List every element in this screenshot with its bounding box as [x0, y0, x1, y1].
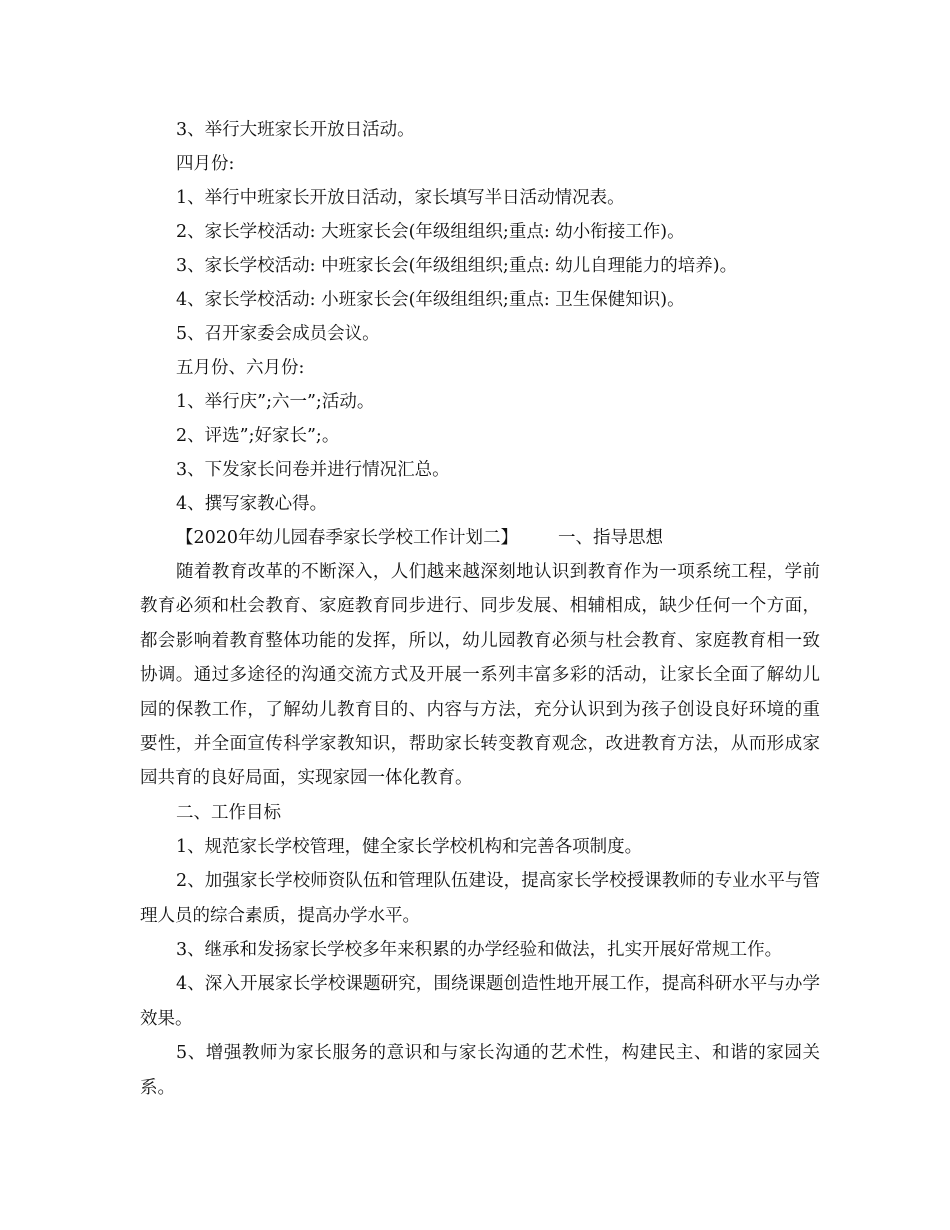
- plan-title: 【2020年幼儿园春季家长学校工作计划二】: [176, 528, 519, 548]
- list-item: 2、评选”;好家长”;。: [176, 426, 340, 446]
- list-item: 4、家长学校活动: 小班家长会(年级组组织;重点: 卫生保健知识)。: [176, 290, 685, 310]
- goal-item: 4、深入开展家长学校课题研究，围绕课题创造性地开展工作，提高科研水平与办学效果。: [140, 974, 820, 1029]
- goal-item: 3、继承和发扬家长学校多年来积累的办学经验和做法，扎实开展好常规工作。: [176, 940, 783, 961]
- month-heading-april: 四月份:: [176, 154, 235, 174]
- goal-item: 2、加强家长学校师资队伍和管理队伍建设，提高家长学校授课教师的专业水平与管理人员的综合素质，提高办学水平。: [140, 871, 820, 926]
- month-heading-may-june: 五月份、六月份:: [176, 358, 305, 378]
- list-item: 1、举行中班家长开放日活动，家长填写半日活动情况表。: [176, 188, 625, 208]
- list-item: 2、家长学校活动: 大班家长会(年级组组织;重点: 幼小衔接工作)。: [176, 222, 685, 242]
- list-item: 3、家长学校活动: 中班家长会(年级组组织;重点: 幼儿自理能力的培养)。: [176, 256, 738, 276]
- list-item: 3、举行大班家长开放日活动。: [176, 120, 415, 140]
- section-heading-work-goals: 二、工作目标: [176, 802, 281, 823]
- goal-item: 5、增强教师为家长服务的意识和与家长沟通的艺术性，构建民主、和谐的家园关系。: [140, 1043, 820, 1098]
- plan-title-line: [140, 521, 820, 555]
- section-heading-guiding-thought: 一、指导思想: [558, 528, 664, 548]
- document-body: [140, 113, 820, 1105]
- list-item: 5、召开家委会成员会议。: [176, 324, 380, 344]
- goal-item: 1、规范家长学校管理，健全家长学校机构和完善各项制度。: [176, 836, 643, 857]
- list-item: 1、举行庆”;六一”;活动。: [176, 392, 375, 412]
- list-item: 3、下发家长问卷并进行情况汇总。: [176, 460, 450, 480]
- paragraph-guiding-thought: 随着教育改革的不断深入，人们越来越深刻地认识到教育作为一项系统工程，学前教育必须和杜会教育、家庭教育同步进行、同步发展、相辅相成，缺少任何一个方面，都会影响着教育整体功能的发挥，所以，幼儿园教育必须与杜会教育、家庭教育相一致协调。通过多途径的沟通交流方式及开展一系列丰富多彩的活动，让家长全面了解幼儿园的保教工作，了解幼儿教育目的、内容与方法，充分认识到为孩子创设良好环境的重要性，并全面宣传科学家教知识，帮助家长转变教育观念，改进教育方法，从而形成家园共育的良好局面，实现家园一体化教育。: [140, 562, 820, 789]
- list-item: 4、撰写家教心得。: [176, 494, 328, 514]
